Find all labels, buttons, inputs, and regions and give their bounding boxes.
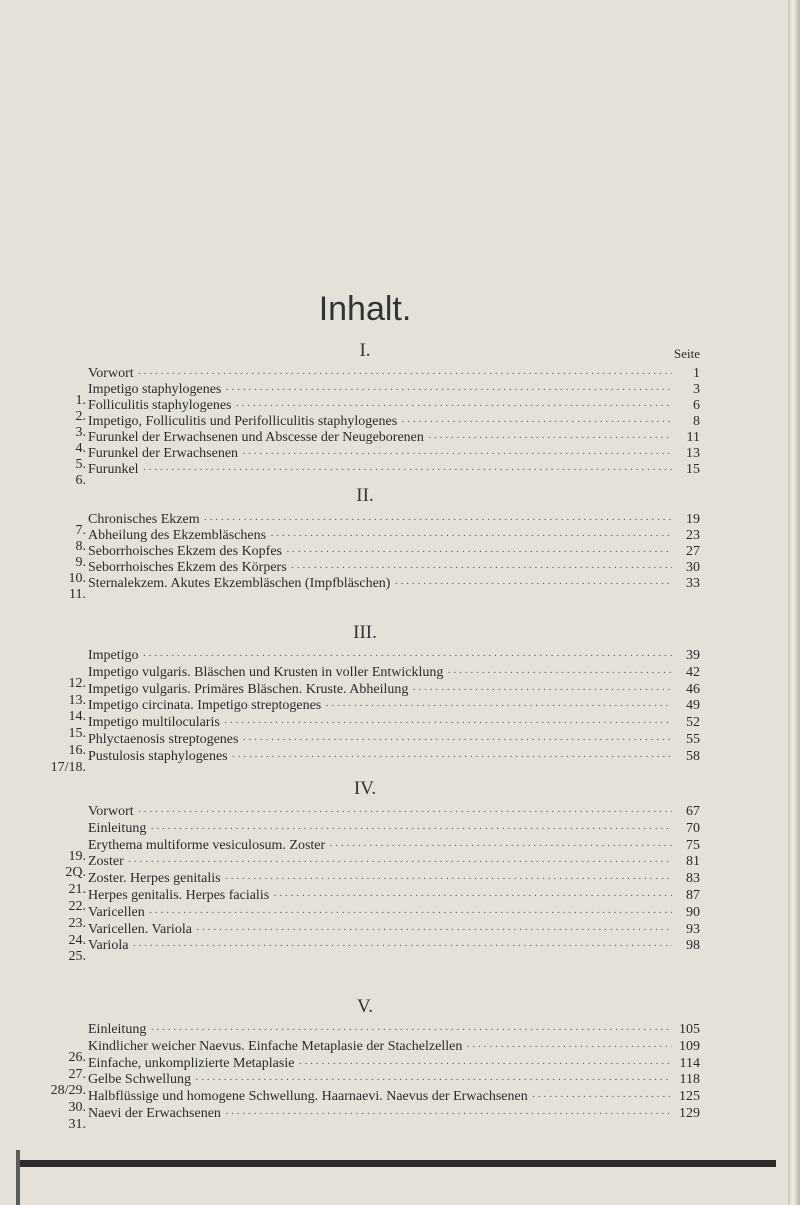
entry-title: Impetigo	[88, 648, 139, 663]
entry-title: Halbflüssige und homogene Schwellung. Haarnaevi. Naevus der Erwachsenen	[88, 1089, 528, 1105]
dot-leader	[242, 732, 672, 748]
entry-page-number: 3	[693, 382, 700, 397]
entry-page-number: 118	[679, 1072, 700, 1088]
entry-page-number: 46	[686, 681, 700, 697]
entry-title: Zoster	[88, 854, 124, 870]
entry-title: Variola	[88, 938, 129, 954]
toc-entry	[88, 804, 700, 820]
entry-number: 27.	[68, 1066, 86, 1082]
dot-leader	[128, 854, 672, 870]
entry-title: Impetigo vulgaris. Bläschen und Krusten in voller Entwicklung	[88, 664, 444, 680]
entry-number: 24.	[68, 932, 86, 948]
entry-title: Impetigo, Folliculitis und Perifolliculitis staphylogenes	[88, 414, 398, 429]
entry-page-number: 13	[686, 446, 700, 461]
entry-number: 4.	[75, 441, 86, 456]
dot-leader	[196, 922, 672, 938]
entry-title: Kindlicher weicher Naevus. Einfache Metaplasie der Stachelzellen	[88, 1038, 463, 1054]
entry-page-number: 70	[686, 820, 700, 836]
dot-leader	[428, 430, 672, 446]
dot-leader	[532, 1089, 672, 1105]
dot-leader	[286, 544, 672, 560]
entry-title: Furunkel der Erwachsenen und Abscesse der Neugeborenen	[88, 430, 424, 445]
section-numeral: IV.	[353, 778, 377, 799]
entry-number: 28/29.	[50, 1083, 86, 1099]
entry-page-number: 23	[686, 528, 700, 543]
section-numeral: V.	[356, 996, 374, 1017]
entry-page-number: 109	[679, 1038, 700, 1054]
entry-page-number: 67	[686, 804, 700, 819]
dot-leader	[225, 871, 672, 887]
dot-leader	[466, 1039, 672, 1055]
entry-title: Naevi der Erwachsenen	[88, 1106, 221, 1121]
entry-title: Impetigo vulgaris. Primäres Bläschen. Kruste. Abheilung	[88, 681, 409, 697]
entry-number: 14.	[68, 709, 86, 725]
toc-entry	[88, 1022, 700, 1038]
entry-title: Impetigo multilocularis	[88, 715, 220, 731]
entry-page-number: 81	[686, 854, 700, 870]
book-spine	[788, 0, 800, 1205]
entry-page-number: 129	[679, 1106, 700, 1121]
entry-page-number: 30	[686, 560, 700, 575]
entry-page-number: 6	[693, 398, 700, 413]
dot-leader	[138, 366, 672, 382]
entry-number: 10.	[68, 571, 86, 586]
entry-title: Erythema multiforme vesiculosum. Zoster	[88, 837, 326, 853]
entry-number: 25.	[68, 949, 86, 965]
entry-page-number: 15	[686, 462, 700, 477]
entry-number: 23.	[68, 915, 86, 931]
section-numeral: III.	[353, 622, 377, 643]
entry-title: Gelbe Schwellung	[88, 1072, 192, 1088]
dot-leader	[138, 804, 672, 820]
entry-title: Seborrhoisches Ekzem des Kopfes	[88, 544, 283, 559]
entry-number: 12.	[68, 675, 86, 691]
section-numeral: II.	[356, 485, 374, 506]
entry-title: Impetigo circinata. Impetigo streptogenes	[88, 698, 322, 714]
page-bottom-edge	[20, 1160, 776, 1167]
entry-title: Phlyctaenosis streptogenes	[88, 732, 239, 747]
entry-page-number: 27	[686, 544, 700, 559]
entry-number: 19.	[68, 848, 86, 864]
entry-page-number: 105	[679, 1022, 700, 1037]
toc-entry	[75, 462, 700, 488]
entry-title: Seborrhoisches Ekzem des Körpers	[88, 560, 287, 575]
entry-number: 2Q.	[65, 865, 86, 881]
entry-title: Zoster. Herpes genitalis	[88, 871, 221, 887]
section-numeral: I.	[359, 340, 371, 361]
entry-page-number: 33	[686, 576, 700, 591]
entry-number: 11.	[69, 587, 86, 602]
entry-number: 1.	[75, 393, 86, 408]
dot-leader	[270, 528, 672, 544]
entry-page-number: 19	[686, 512, 700, 527]
page-left-edge	[16, 1150, 20, 1205]
entry-page-number: 125	[679, 1089, 700, 1105]
entry-title: Varicellen. Variola	[88, 921, 192, 937]
entry-page-number: 87	[686, 888, 700, 903]
entry-page-number: 114	[679, 1055, 700, 1071]
entry-page-number: 8	[693, 414, 700, 429]
entry-title: Folliculitis staphylogenes	[88, 398, 232, 413]
entry-number: 15.	[68, 726, 86, 742]
entry-title: Furunkel der Erwachsenen	[88, 446, 239, 461]
dot-leader	[447, 665, 672, 681]
entry-title: Einleitung	[88, 820, 147, 836]
entry-page-number: 52	[686, 715, 700, 731]
dot-leader	[236, 398, 673, 414]
entry-title: Chronisches Ekzem	[88, 512, 200, 527]
toc-entry	[88, 648, 700, 664]
entry-number: 6.	[75, 473, 86, 488]
entry-title: Einfache, unkomplizierte Metaplasie	[88, 1055, 295, 1071]
entry-number: 30.	[68, 1100, 86, 1116]
seite-label: Seite	[674, 346, 700, 361]
dot-leader	[273, 888, 672, 904]
entry-number: 5.	[75, 457, 86, 472]
entry-number: 2.	[75, 409, 86, 424]
dot-leader	[143, 462, 672, 478]
dot-leader	[329, 838, 672, 854]
entry-number: 22.	[68, 899, 86, 914]
entry-number: 13.	[68, 692, 86, 708]
entry-page-number: 83	[686, 871, 700, 887]
entry-title: Impetigo staphylogenes	[88, 382, 222, 397]
entry-number: 9.	[75, 555, 86, 570]
entry-page-number: 55	[686, 732, 700, 747]
entry-title: Abheilung des Ekzembläschens	[88, 528, 267, 543]
entry-page-number: 93	[686, 921, 700, 937]
dot-leader	[204, 512, 672, 528]
dot-leader	[195, 1072, 672, 1088]
dot-leader	[132, 938, 672, 954]
entry-title: Einleitung	[88, 1022, 147, 1037]
entry-page-number: 11	[686, 430, 700, 445]
dot-leader	[291, 560, 672, 576]
dot-leader	[150, 821, 672, 837]
dot-leader	[150, 1022, 672, 1038]
entry-title: Varicellen	[88, 904, 145, 920]
dot-leader	[149, 905, 672, 921]
dot-leader	[394, 576, 672, 592]
page-title: Inhalt.	[318, 290, 412, 328]
toc-entry	[88, 821, 700, 837]
entry-title: Sternalekzem. Akutes Ekzembläschen (Impfbläschen)	[88, 576, 391, 591]
entry-number: 3.	[75, 425, 86, 440]
entry-page-number: 39	[686, 648, 700, 663]
entry-number: 26.	[68, 1049, 86, 1065]
entry-title: Herpes genitalis. Herpes facialis	[88, 888, 270, 903]
entry-page-number: 90	[686, 904, 700, 920]
entry-number: 17/18.	[50, 759, 86, 775]
entry-number: 31.	[68, 1117, 86, 1132]
entry-title: Vorwort	[88, 804, 134, 819]
dot-leader	[242, 446, 672, 462]
entry-title: Furunkel	[88, 462, 139, 477]
entry-page-number: 1	[693, 366, 700, 381]
toc-entry	[88, 366, 700, 382]
dot-leader	[412, 682, 672, 698]
entry-page-number: 49	[686, 698, 700, 714]
entry-page-number: 98	[686, 938, 700, 954]
entry-title: Vorwort	[88, 366, 134, 381]
dot-leader	[298, 1056, 672, 1072]
dot-leader	[224, 715, 672, 731]
dot-leader	[143, 648, 672, 664]
entry-page-number: 58	[686, 748, 700, 764]
entry-number: 21.	[68, 882, 86, 898]
dot-leader	[325, 698, 672, 714]
entry-number: 7.	[75, 523, 86, 538]
entry-page-number: 75	[686, 837, 700, 853]
entry-title: Pustulosis staphylogenes	[88, 748, 228, 764]
entry-number: 8.	[75, 539, 86, 554]
entry-page-number: 42	[686, 664, 700, 680]
dot-leader	[225, 1106, 672, 1122]
dot-leader	[232, 749, 672, 765]
entry-number: 16.	[68, 743, 86, 758]
dot-leader	[401, 414, 672, 430]
dot-leader	[225, 382, 672, 398]
